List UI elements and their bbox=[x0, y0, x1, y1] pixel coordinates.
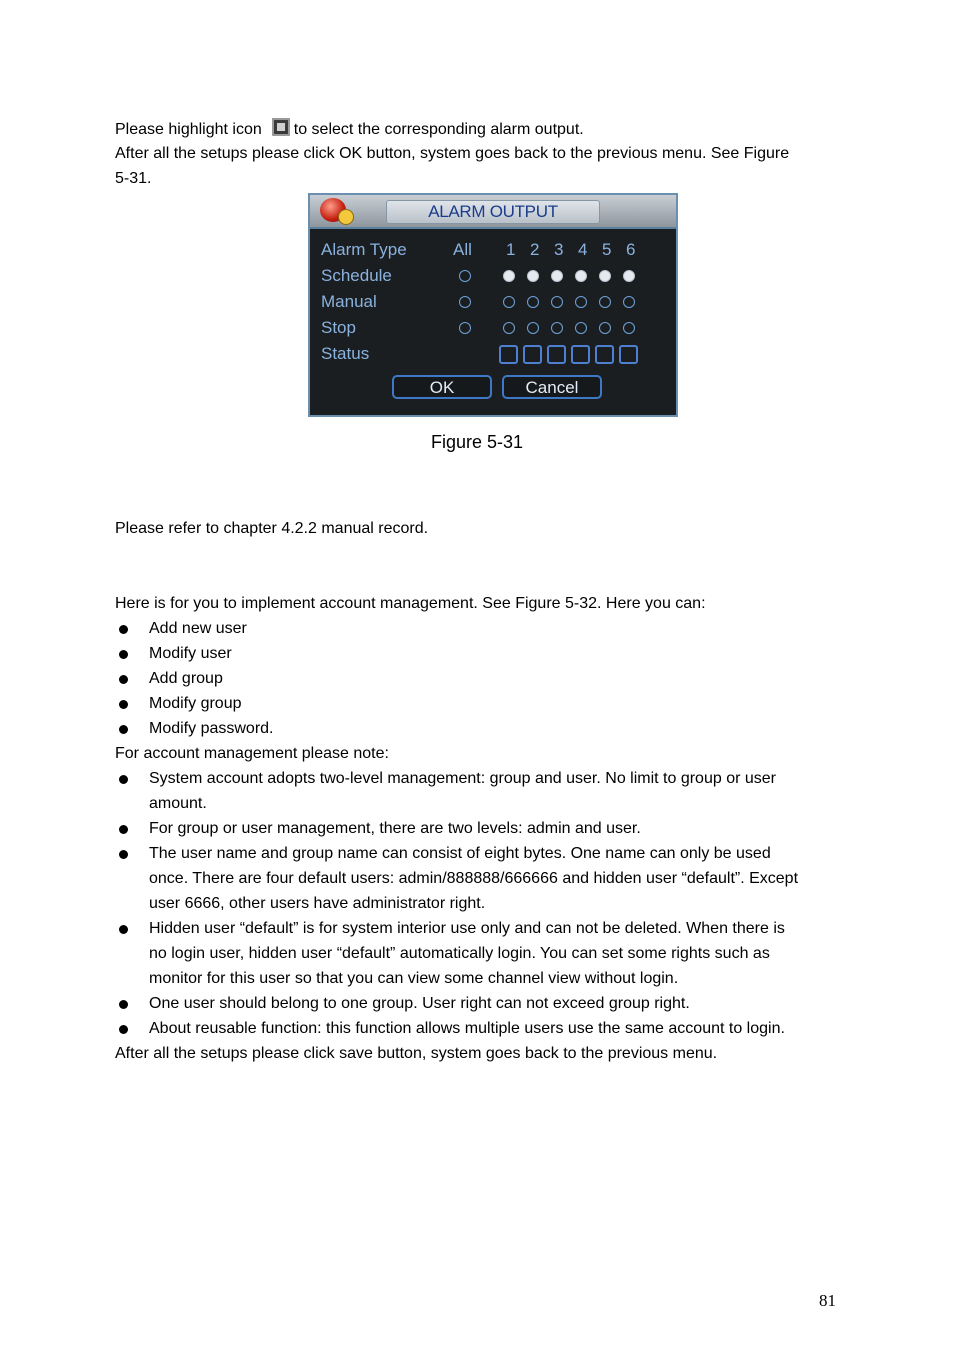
channel-number-3: 3 bbox=[554, 240, 564, 259]
alarm-output-select-icon bbox=[272, 118, 290, 136]
schedule-channel-3-radio[interactable] bbox=[551, 270, 563, 282]
status-indicator-4 bbox=[571, 345, 590, 364]
bullet-text-line: no login user, hidden user “default” automatically login. You can set some rights such as bbox=[149, 945, 770, 962]
ok-button[interactable]: OK bbox=[392, 375, 492, 399]
bullet-text: Modify password. bbox=[149, 720, 274, 737]
stop-all-radio[interactable] bbox=[459, 322, 471, 334]
bullet-text-line: Hidden user “default” is for system interior use only and can not be deleted. When there is bbox=[149, 920, 785, 937]
schedule-all-radio[interactable] bbox=[459, 270, 471, 282]
stop-channel-4-radio[interactable] bbox=[575, 322, 587, 334]
bullet-text-line: The user name and group name can consist of eight bytes. One name can only be used bbox=[149, 845, 771, 862]
bullet-icon bbox=[119, 1025, 128, 1034]
status-indicator-2 bbox=[523, 345, 542, 364]
stop-channel-1-radio[interactable] bbox=[503, 322, 515, 334]
bullet-text-line: For group or user management, there are two levels: admin and user. bbox=[149, 820, 641, 837]
alarm-type-label: Alarm Type bbox=[321, 240, 407, 259]
alarm-output-dialog bbox=[308, 193, 678, 417]
bullet-text-line: user 6666, other users have administrator right. bbox=[149, 895, 486, 912]
manual-channel-4-radio[interactable] bbox=[575, 296, 587, 308]
row-label-manual: Manual bbox=[321, 292, 377, 311]
manual-channel-3-radio[interactable] bbox=[551, 296, 563, 308]
stop-channel-5-radio[interactable] bbox=[599, 322, 611, 334]
intro-line-1-end: to select the corresponding alarm output. bbox=[293, 121, 584, 138]
manual-record-reference: Please refer to chapter 4.2.2 manual record. bbox=[115, 520, 429, 537]
bullet-icon bbox=[119, 650, 128, 659]
stop-channel-3-radio[interactable] bbox=[551, 322, 563, 334]
channel-number-6: 6 bbox=[626, 240, 636, 259]
dvr-logo-badge-icon bbox=[338, 209, 354, 225]
bullet-text-line: About reusable function: this function allows multiple users use the same account to login. bbox=[149, 1020, 785, 1037]
bullet-text-line: System account adopts two-level management: group and user. No limit to group or user bbox=[149, 770, 776, 787]
cancel-button[interactable]: Cancel bbox=[502, 375, 602, 399]
figure-caption: Figure 5-31 bbox=[430, 432, 524, 452]
all-column-label: All bbox=[453, 240, 472, 259]
manual-channel-2-radio[interactable] bbox=[527, 296, 539, 308]
status-indicator-1 bbox=[499, 345, 518, 364]
bullet-icon bbox=[119, 725, 128, 734]
intro-line-2: After all the setups please click OK button, system goes back to the previous menu. See Figure bbox=[115, 145, 790, 162]
closing-text: After all the setups please click save button, system goes back to the previous menu. bbox=[115, 1045, 718, 1062]
schedule-channel-1-radio[interactable] bbox=[503, 270, 515, 282]
intro-line-1-start: Please highlight icon bbox=[115, 121, 262, 138]
manual-channel-1-radio[interactable] bbox=[503, 296, 515, 308]
bullet-icon bbox=[119, 825, 128, 834]
intro-line-3: 5-31. bbox=[115, 170, 152, 187]
bullet-text: Add new user bbox=[149, 620, 247, 637]
bullet-icon bbox=[119, 850, 128, 859]
status-indicator-3 bbox=[547, 345, 566, 364]
stop-channel-2-radio[interactable] bbox=[527, 322, 539, 334]
row-label-schedule: Schedule bbox=[321, 266, 392, 285]
manual-all-radio[interactable] bbox=[459, 296, 471, 308]
bullet-text-line: once. There are four default users: admin/888888/666666 and hidden user “default”. Except bbox=[149, 870, 799, 887]
schedule-channel-2-radio[interactable] bbox=[527, 270, 539, 282]
bullet-icon bbox=[119, 775, 128, 784]
schedule-channel-6-radio[interactable] bbox=[623, 270, 635, 282]
bullet-text-line: monitor for this user so that you can view some channel view without login. bbox=[149, 970, 679, 987]
channel-number-5: 5 bbox=[602, 240, 612, 259]
bullet-icon bbox=[119, 700, 128, 709]
stop-channel-6-radio[interactable] bbox=[623, 322, 635, 334]
bullet-text: Add group bbox=[149, 670, 223, 687]
channel-number-1: 1 bbox=[506, 240, 516, 259]
schedule-channel-5-radio[interactable] bbox=[599, 270, 611, 282]
schedule-channel-4-radio[interactable] bbox=[575, 270, 587, 282]
page-number: 81 bbox=[819, 1291, 836, 1310]
notes-heading: For account management please note: bbox=[115, 745, 389, 762]
dialog-title: ALARM OUTPUT bbox=[386, 200, 600, 224]
status-label: Status bbox=[321, 344, 370, 363]
status-indicator-5 bbox=[595, 345, 614, 364]
channel-number-4: 4 bbox=[578, 240, 588, 259]
manual-channel-6-radio[interactable] bbox=[623, 296, 635, 308]
bullet-icon bbox=[119, 625, 128, 634]
bullet-text-line: amount. bbox=[149, 795, 207, 812]
row-label-stop: Stop bbox=[321, 318, 356, 337]
account-intro: Here is for you to implement account management. See Figure 5-32. Here you can: bbox=[115, 595, 706, 612]
manual-channel-5-radio[interactable] bbox=[599, 296, 611, 308]
dialog-header bbox=[310, 195, 676, 229]
intro-line-1 bbox=[115, 118, 584, 140]
status-indicator-6 bbox=[619, 345, 638, 364]
bullet-text-line: One user should belong to one group. User right can not exceed group right. bbox=[149, 995, 690, 1012]
bullet-icon bbox=[119, 1000, 128, 1009]
bullet-icon bbox=[119, 925, 128, 934]
bullet-text: Modify user bbox=[149, 645, 232, 662]
channel-number-2: 2 bbox=[530, 240, 540, 259]
bullet-text: Modify group bbox=[149, 695, 242, 712]
bullet-icon bbox=[119, 675, 128, 684]
